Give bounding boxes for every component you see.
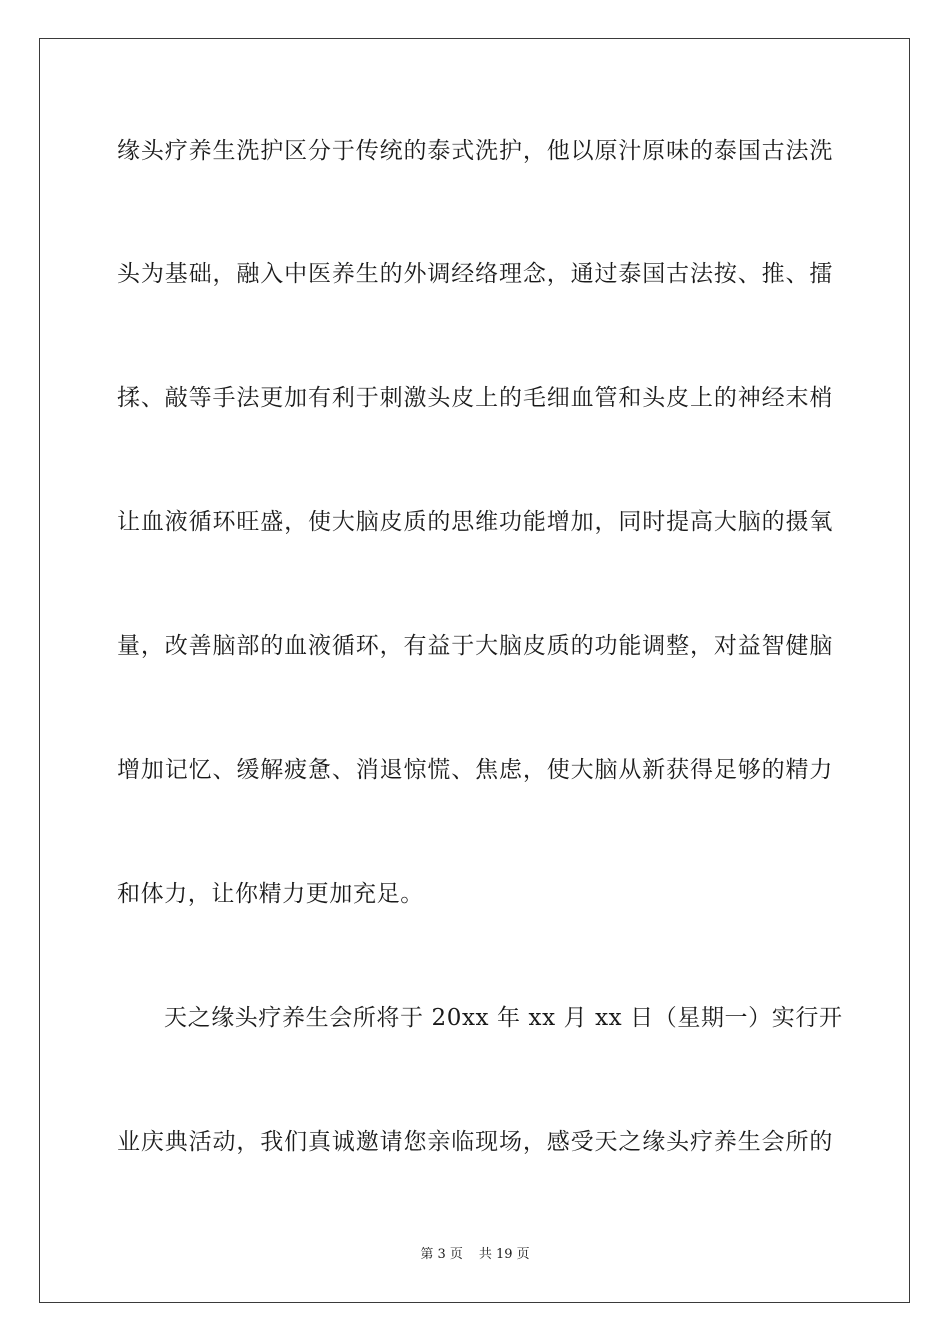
- body-text-line: 缘头疗养生洗护区分于传统的泰式洗护，他以原汁原味的泰国古法洗: [117, 138, 833, 164]
- body-text-line: 增加记忆、缓解疲惫、消退惊慌、焦虑，使大脑从新获得足够的精力: [117, 757, 833, 783]
- page-border: [39, 38, 910, 1303]
- body-text-line: 让血液循环旺盛，使大脑皮质的思维功能增加，同时提高大脑的摄氧: [117, 509, 833, 535]
- page-footer: [0, 1246, 950, 1264]
- body-text-line: 量，改善脑部的血液循环，有益于大脑皮质的功能调整，对益智健脑: [117, 633, 833, 659]
- page-total: 共 19 页: [478, 1247, 530, 1262]
- paragraph-first-line: 天之缘头疗养生会所将于 20xx 年 xx 月 xx 日（星期一）实行开: [164, 1005, 843, 1031]
- page-number: 第 3 页: [420, 1247, 463, 1262]
- body-text-line: 业庆典活动，我们真诚邀请您亲临现场，感受天之缘头疗养生会所的: [117, 1129, 833, 1155]
- body-text-line: 和体力，让你精力更加充足。: [117, 881, 424, 907]
- body-text-line: 头为基础，融入中医养生的外调经络理念，通过泰国古法按、推、擂: [117, 261, 833, 287]
- body-text-line: 揉、敲等手法更加有利于刺激头皮上的毛细血管和头皮上的神经末梢: [117, 385, 833, 411]
